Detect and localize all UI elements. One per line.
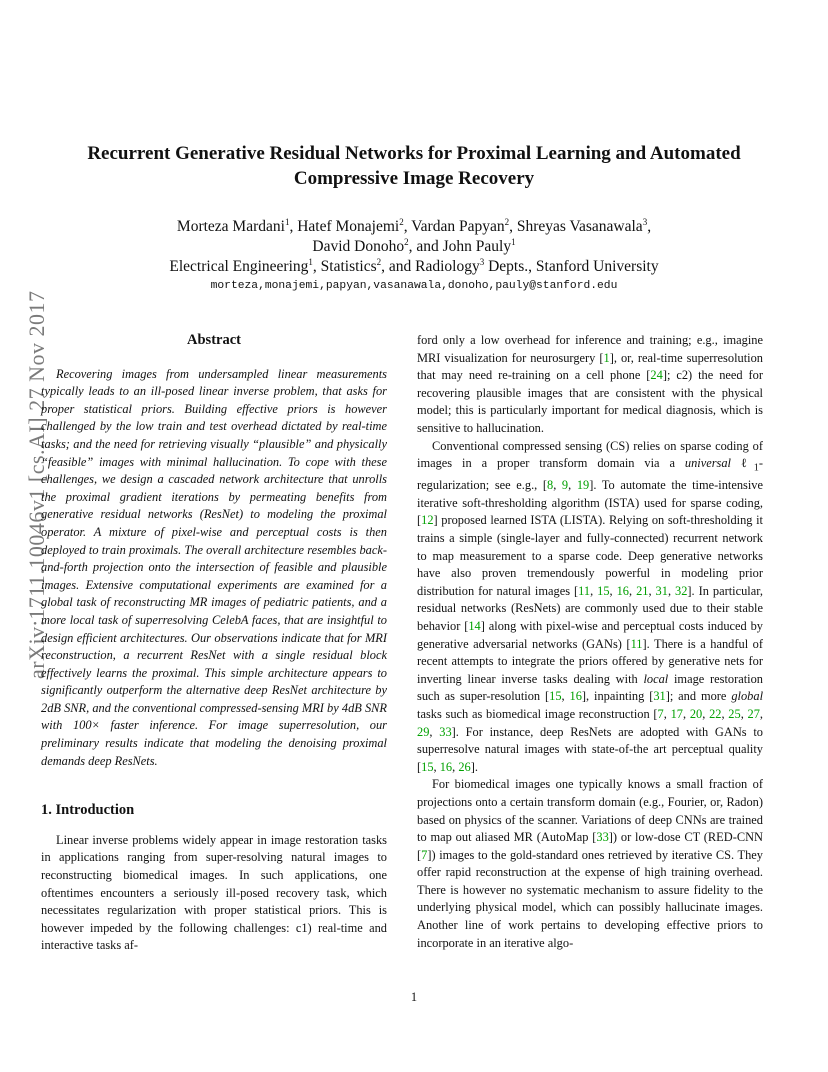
affiliation-marker: 2 bbox=[404, 236, 409, 247]
author-line-1: Morteza Mardani$^1$, Hatef Monajemi$^2$, Vardan Papyan$^2$, Shreyas Vasanawala$^3$, bbox=[176, 216, 652, 235]
affiliation-marker: 1 bbox=[284, 216, 290, 227]
body-paragraph-2: Conventional compressed sensing (CS) relies on sparse coding of images in a proper transform domain via a universal ℓ$_1$-regularization; see e.g., [8, 9, 19]. To automate the time-intensive iterative soft-thresholding algorithm (ISTA) used for sparse coding, [12] proposed learned ISTA (LISTA). Relying on soft-thresholding it trains a simple (single-layer and fully-connected) recurrent network to map measurement to a sparse code. Deep generative networks have also proven tremendously powerful in modeling prior distribution for natural images [11, 15, 16, 21, 31, 32]. In particular, residual networks (ResNets) are commonly used due to their stable behavior [14] along with pixel-wise and perceptual costs induced by generative adversarial networks (GANs) [11]. There is a handful of recent attempts to integrate the priors offered by generative nets for inverting linear inverse tasks dealing with local image restoration such as super-resolution [15, 16], inpainting [31]; and more global tasks such as biomedical image reconstruction [7, 17, 20, 22, 25, 27, 29, 33]. For instance, deep ResNets are adopted with GANs to superresolve natural images with state-of-the art perceptual quality [15, 16, 26]. bbox=[417, 438, 764, 774]
affiliation-marker: 3 bbox=[642, 216, 648, 227]
affiliation-name: Electrical Engineering bbox=[169, 258, 309, 275]
text-run: ]. There is a handful of recent attempts to integrate the priors offered by generative nets for inverting linear inverse tasks dealing with bbox=[417, 636, 763, 686]
introduction-heading: 1. Introduction bbox=[41, 802, 135, 819]
citation-link[interactable]: 11 bbox=[630, 636, 643, 651]
citation-link[interactable]: 9 bbox=[561, 478, 569, 493]
citation-link[interactable]: 16 bbox=[616, 583, 629, 598]
citation-link[interactable]: 16 bbox=[439, 759, 453, 774]
text-run: ] along with pixel-wise and perceptual costs induced by generative adversarial networks (GANs) [ bbox=[417, 618, 763, 651]
citation-link[interactable]: 15 bbox=[421, 759, 434, 774]
citation-link[interactable]: 26 bbox=[458, 759, 471, 774]
text-run: ]) or low-dose CT (RED-CNN [ bbox=[417, 830, 763, 862]
text-run: ], inpainting [ bbox=[581, 689, 654, 704]
title-line-1: Recurrent Generative Residual Networks for Proximal Learning and Automated bbox=[87, 143, 741, 164]
title-line-2: Compressive Image Recovery bbox=[293, 168, 535, 189]
citation-link[interactable]: 17 bbox=[670, 706, 683, 721]
text-run: ]) images to the gold-standard ones retrieved by iterative CS. They offer rapid reconstruction at the expense of high training overhead. There is however no systematic mechanism to assure fidelity to the underlying physical model, which can possibly hallucinate images. Another line of work pertains to developing effective priors to incorporate in an iterative algo- bbox=[417, 847, 763, 950]
author-block bbox=[60, 217, 768, 277]
affiliation-marker: 2 bbox=[399, 216, 404, 227]
text-run: ] proposed learned ISTA (LISTA). Relying on soft-thresholding it trains a simple (single-layer and fully-connected) recurrent network to map measurement to a sparse code. Deep generative networks have also proven tremendously powerful in modeling prior distribution for natural images [ bbox=[417, 513, 763, 598]
citation-link[interactable]: 11 bbox=[578, 583, 591, 598]
math-subscript: 1 bbox=[753, 462, 759, 474]
emphasis: universal bbox=[684, 456, 732, 471]
left-column bbox=[41, 332, 387, 955]
citation-link[interactable]: 27 bbox=[747, 706, 760, 721]
right-column bbox=[417, 332, 763, 952]
affiliation-marker: 1 bbox=[511, 236, 516, 247]
body-paragraph-3 bbox=[417, 776, 763, 952]
affiliation-suffix: Depts., Stanford University bbox=[488, 258, 659, 275]
author-line-2: David Donoho$^2$, and John Pauly$^1$ bbox=[312, 236, 516, 255]
text-run: ]. For instance, deep ResNets are adopted with GANs to superresolve natural images with state-of-the art perceptual quality [ bbox=[417, 724, 763, 774]
citation-link[interactable]: 7 bbox=[421, 847, 428, 862]
text-run: ], or, real-time superresolution that may need re-training on a cell phone [ bbox=[417, 350, 763, 383]
citation-link[interactable]: 14 bbox=[468, 618, 481, 633]
citation-link[interactable]: 29 bbox=[417, 724, 430, 739]
text-run: ]; and more bbox=[665, 689, 732, 704]
citation-link[interactable]: 33 bbox=[439, 724, 452, 739]
text-run: For biomedical images one typically knows a small fraction of projections onto a certain transform domain (e.g., Fourier, or, Radon) based on physics of the scanner. Variations of deep CNNs are trained to map out aliased MR (AutoMap [ bbox=[417, 777, 763, 845]
citation-link[interactable]: 32 bbox=[675, 583, 688, 598]
paper-title bbox=[60, 141, 768, 191]
text-run: ]; c2) the need for recovering plausible images that are consistent with the physical model; this is particularly important for medical diagnosis, which is sensitive to hallucination. bbox=[417, 368, 763, 435]
abstract-text: Recovering images from undersampled linear measurements typically leads to an ill-posed linear inverse problem, that asks for proper statistical priors. Building effective priors is however challenged by the low train and test overhead dictated by real-time tasks; and the need for retrieving visually “plausible” and physically “feasible” images with minimal hallucination. To cope with these challenges, we design a cascaded network architecture that unrolls the proximal gradient iterations by permeating benefits from generative residual networks (ResNet) to modeling the proximal operator. A mixture of pixel-wise and perceptual costs is then deployed to train proximals. The overall architecture resembles back-and-forth projection onto the intersection of feasible and plausible images. Extensive computational experiments are examined for a global task of reconstructing MR images of pediatric patients, and a more local task of superresolving CelebA faces, that are insightful to design efficient architectures. Our observations indicate that for MRI reconstruction, a recurrent ResNet with a single residual block effectively learns the proximal. This simple architecture appears to significantly outperform the alternative deep ResNet architecture by 2dB SNR, and the conventional compressed-sensing MRI by 4dB SNR with 100× faster inference. For image superresolution, our preliminary results indicate that modeling the denoising proximal demands deep ResNets. bbox=[41, 366, 387, 768]
citation-link[interactable]: 21 bbox=[636, 583, 649, 598]
math-symbol: ℓ bbox=[731, 456, 754, 471]
citation-link[interactable]: 16 bbox=[569, 689, 582, 704]
affiliation-marker: 2 bbox=[504, 216, 510, 227]
citation-link[interactable]: 7 bbox=[657, 706, 664, 721]
author-name: Vardan Papyan bbox=[411, 218, 505, 235]
author-name: Shreyas Vasanawala bbox=[516, 218, 643, 235]
text-run: image restoration such as super-resolution [ bbox=[417, 671, 763, 704]
citation-link[interactable]: 1 bbox=[603, 350, 610, 365]
text-run: Conventional compressed sensing (CS) relies on sparse coding of images in a proper transform domain via a bbox=[417, 438, 763, 471]
author-name: Morteza Mardani bbox=[176, 218, 285, 235]
affiliation-marker: 2 bbox=[376, 256, 382, 267]
citation-link[interactable]: 33 bbox=[596, 830, 609, 845]
author-name: and John Pauly bbox=[416, 238, 512, 255]
text-run: tasks such as biomedical image reconstruction [ bbox=[417, 706, 658, 721]
citation-link[interactable]: 8 bbox=[547, 478, 554, 493]
citation-link[interactable]: 31 bbox=[653, 689, 666, 704]
text-run: ]. bbox=[470, 759, 478, 774]
author-name: Hatef Monajemi bbox=[297, 218, 400, 235]
citation-link[interactable]: 19 bbox=[576, 478, 590, 493]
citation-link[interactable]: 24 bbox=[650, 368, 663, 383]
text-run: ]. In particular, residual networks (ResNets) are commonly used due to their stable behavior [ bbox=[417, 583, 763, 633]
text-run: -regularization; see e.g., [ bbox=[417, 456, 763, 493]
emphasis: local bbox=[643, 671, 669, 686]
introduction-paragraph: Linear inverse problems widely appear in image restoration tasks in applications ranging from super-resolving natural images to reconstructing biomedical images. In such applications, one oftentimes encounters a seriously ill-posed recovery task, which necessitates regularization with proper statistical priors. This is however impeded by the following challenges: c1) real-time and interactive tasks af- bbox=[41, 832, 387, 953]
citation-link[interactable]: 20 bbox=[689, 706, 703, 721]
citation-link[interactable]: 12 bbox=[421, 513, 434, 528]
citation-link[interactable]: 25 bbox=[728, 706, 741, 721]
affiliation-marker: 3 bbox=[479, 256, 485, 267]
affiliation-marker: 1 bbox=[308, 256, 313, 267]
arxiv-identifier: arXiv:1711.10046v1 [cs.AI] 27 Nov 2017 bbox=[24, 290, 49, 680]
abstract-heading: Abstract bbox=[187, 332, 241, 348]
citation-link[interactable]: 22 bbox=[709, 706, 722, 721]
text-run: ford only a low overhead for inference and training; e.g., imagine MRI visualization for neurosurgery [ bbox=[417, 333, 763, 365]
author-emails: morteza,monajemi,papyan,vasanawala,donoho,pauly@stanford.edu bbox=[210, 280, 618, 292]
citation-link[interactable]: 15 bbox=[597, 583, 610, 598]
affiliation-name: and Radiology bbox=[388, 258, 480, 275]
emphasis: global bbox=[731, 689, 764, 704]
citation-link[interactable]: 31 bbox=[655, 583, 668, 598]
affiliation-line: Electrical Engineering$^1$, Statistics$^2$, and Radiology$^3$ Depts., Stanford University bbox=[169, 256, 659, 275]
page-number: 1 bbox=[410, 990, 418, 1004]
body-paragraph-1 bbox=[417, 332, 763, 438]
author-name: David Donoho bbox=[312, 238, 405, 255]
text-run: ]. To automate the time-intensive iterative soft-thresholding algorithm (ISTA) used for sparse coding, [ bbox=[417, 478, 763, 528]
citation-link[interactable]: 15 bbox=[549, 689, 562, 704]
affiliation-name: Statistics bbox=[320, 258, 377, 275]
